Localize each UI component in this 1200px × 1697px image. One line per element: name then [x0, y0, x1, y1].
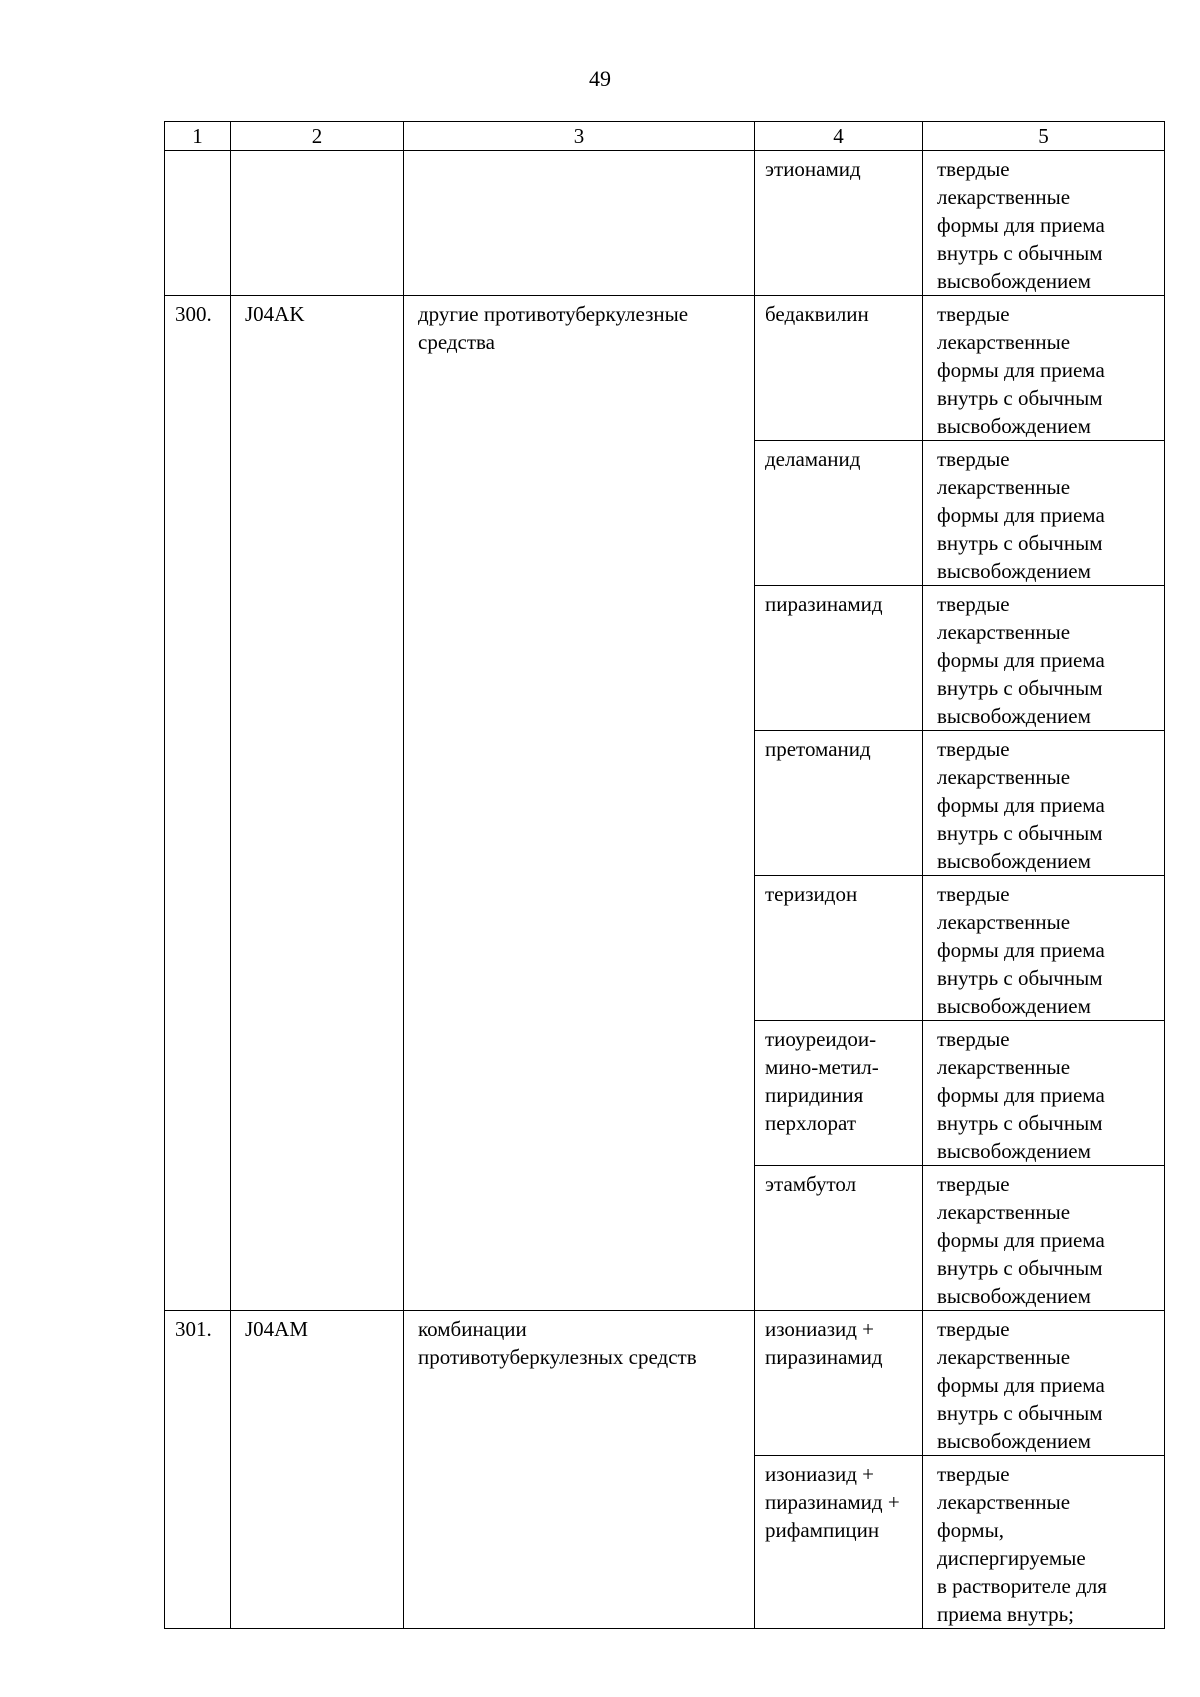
- header-row: [165, 122, 1165, 151]
- row-number-cell: 301.: [165, 1311, 231, 1629]
- drug-name-cell: деламанид: [755, 441, 923, 586]
- group-name-cell: комбинации противотуберкулезных средств: [404, 1311, 755, 1629]
- drug-name-cell: бедаквилин: [755, 296, 923, 441]
- atc-code-cell: [231, 151, 404, 296]
- dosage-form-cell: твердые лекарственные формы для приема внутрь с обычным высвобождением: [923, 731, 1165, 876]
- dosage-form-cell: твердые лекарственные формы для приема внутрь с обычным высвобождением: [923, 586, 1165, 731]
- dosage-form-cell: твердые лекарственные формы для приема внутрь с обычным высвобождением: [923, 151, 1165, 296]
- table-row: [165, 151, 1165, 296]
- page-number: 49: [589, 66, 611, 91]
- column-header-3: 3: [404, 122, 755, 151]
- dosage-form-cell: твердые лекарственные формы для приема внутрь с обычным высвобождением: [923, 441, 1165, 586]
- dosage-form-cell: твердые лекарственные формы для приема внутрь с обычным высвобождением: [923, 1166, 1165, 1311]
- drug-name-cell: пиразинамид: [755, 586, 923, 731]
- drug-name-cell: этамбутол: [755, 1166, 923, 1311]
- column-header-5: 5: [923, 122, 1165, 151]
- column-header-1: 1: [165, 122, 231, 151]
- table-row: [165, 296, 1165, 441]
- drug-name-cell: теризидон: [755, 876, 923, 1021]
- column-header-2: 2: [231, 122, 404, 151]
- group-name-cell: [404, 151, 755, 296]
- drug-name-cell: тиоуреидои- мино-метил- пиридиния перхлорат: [755, 1021, 923, 1166]
- drug-name-cell: претоманид: [755, 731, 923, 876]
- drug-name-cell: этионамид: [755, 151, 923, 296]
- dosage-form-cell: твердые лекарственные формы для приема внутрь с обычным высвобождением: [923, 1311, 1165, 1456]
- dosage-form-cell: твердые лекарственные формы для приема внутрь с обычным высвобождением: [923, 1021, 1165, 1166]
- dosage-form-cell: твердые лекарственные формы, диспергируемые в растворителе для приема внутрь;: [923, 1456, 1165, 1629]
- row-number-cell: [165, 151, 231, 296]
- column-header-4: 4: [755, 122, 923, 151]
- row-number-cell: 300.: [165, 296, 231, 1311]
- drug-table: [164, 121, 1165, 1629]
- drug-name-cell: изониазид + пиразинамид + рифампицин: [755, 1456, 923, 1629]
- dosage-form-cell: твердые лекарственные формы для приема внутрь с обычным высвобождением: [923, 876, 1165, 1021]
- dosage-form-cell: твердые лекарственные формы для приема внутрь с обычным высвобождением: [923, 296, 1165, 441]
- drug-name-cell: изониазид + пиразинамид: [755, 1311, 923, 1456]
- table-row: [165, 1311, 1165, 1456]
- group-name-cell: другие противотуберкулезные средства: [404, 296, 755, 1311]
- atc-code-cell: J04AK: [231, 296, 404, 1311]
- atc-code-cell: J04AM: [231, 1311, 404, 1629]
